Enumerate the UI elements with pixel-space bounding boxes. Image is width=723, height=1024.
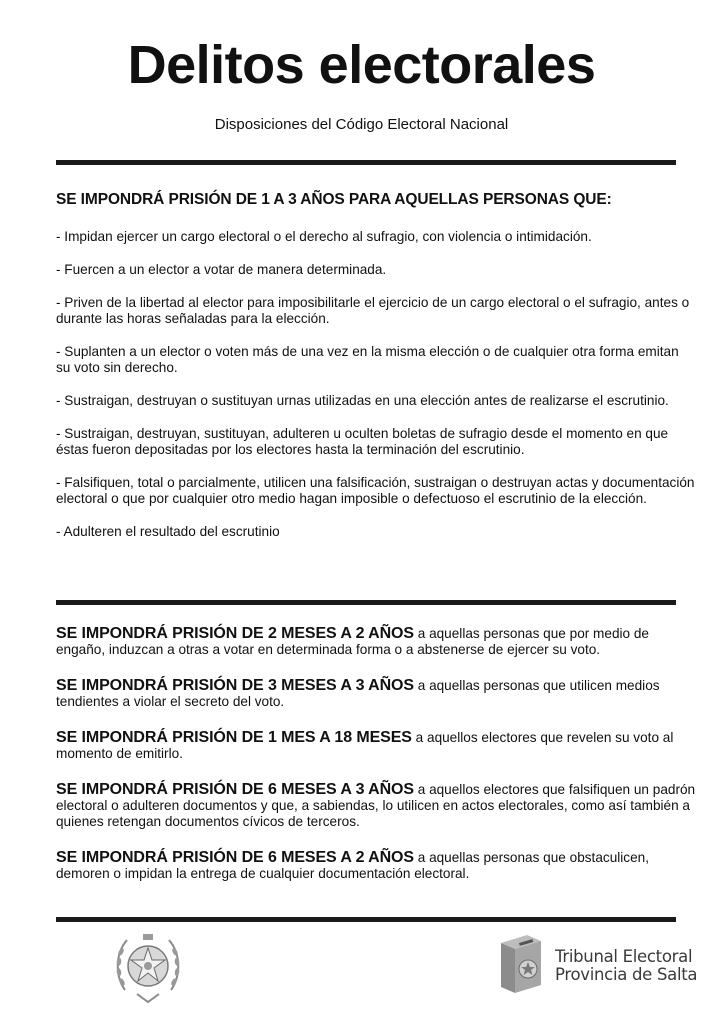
penalty-paragraph bbox=[56, 730, 696, 762]
penalty-text: a aquellas personas que utilicen medios tendientes a violar el secreto del voto. bbox=[56, 678, 660, 709]
page-title: Delitos electorales bbox=[127, 35, 596, 95]
list-item: - Falsifiquen, total o parcialmente, utilicen una falsificación, sustraigan o destruyan actas y documentación electoral o que por cualquier otro medio hagan imposible o defectuoso el escrutinio de la elección. bbox=[56, 475, 695, 506]
penalty-paragraph bbox=[56, 678, 696, 710]
organization-name bbox=[555, 948, 697, 984]
penalty-text: a aquellas personas que obstaculicen, demoren o impidan la entrega de cualquier documentación electoral. bbox=[56, 850, 649, 881]
provincial-coat-of-arms-icon bbox=[113, 928, 183, 1008]
list-item: - Sustraigan, destruyan, sustituyan, adulteren u oculten boletas de sufragio desde el momento en que éstas fueron depositadas por los electores hasta la terminación del escrutinio. bbox=[56, 426, 669, 457]
penalty-heading: SE IMPONDRÁ PRISIÓN DE 2 MESES A 2 AÑOS bbox=[56, 625, 414, 642]
penalty-paragraph bbox=[56, 626, 696, 658]
section-heading: SE IMPONDRÁ PRISIÓN DE 1 A 3 AÑOS PARA AQUELLAS PERSONAS QUE: bbox=[56, 191, 612, 208]
page-subtitle: Disposiciones del Código Electoral Nacional bbox=[214, 116, 509, 133]
penalty-text: a aquellas personas que por medio de engaño, induzcan a otras a votar en determinada forma o a abstenerse de ejercer su voto. bbox=[56, 626, 649, 657]
section-1-3-years bbox=[56, 191, 696, 557]
penalty-heading: SE IMPONDRÁ PRISIÓN DE 6 MESES A 3 AÑOS bbox=[56, 781, 414, 798]
ballot-box-icon bbox=[497, 933, 545, 995]
list-item: - Adulteren el resultado del escrutinio bbox=[56, 524, 280, 539]
penalty-heading: SE IMPONDRÁ PRISIÓN DE 6 MESES A 2 AÑOS bbox=[56, 849, 414, 866]
list-item: - Impidan ejercer un cargo electoral o el derecho al sufragio, con violencia o intimidación. bbox=[56, 229, 592, 244]
organization-name-line2: Provincia de Salta bbox=[555, 965, 698, 984]
organization-name-line1: Tribunal Electoral bbox=[555, 947, 693, 966]
penalty-paragraph bbox=[56, 782, 696, 830]
penalty-text: a aquellos electores que revelen su voto al momento de emitirlo. bbox=[56, 730, 674, 761]
divider-middle bbox=[56, 600, 676, 605]
penalty-heading: SE IMPONDRÁ PRISIÓN DE 1 MES A 18 MESES bbox=[56, 729, 412, 746]
list-item: - Fuercen a un elector a votar de manera determinada. bbox=[56, 262, 387, 277]
penalty-text: a aquellos electores que falsifiquen un padrón electoral o adulteren documentos y que, a sabiendas, lo utilicen en actos electorales, como así también a quienes retengan documentos cívicos de terceros. bbox=[56, 782, 696, 829]
penalty-heading: SE IMPONDRÁ PRISIÓN DE 3 MESES A 3 AÑOS bbox=[56, 677, 414, 694]
list-item: - Sustraigan, destruyan o sustituyan urnas utilizadas en una elección antes de realizarse el escrutinio. bbox=[56, 393, 669, 408]
penalty-paragraph bbox=[56, 850, 696, 882]
penalties-list bbox=[56, 626, 696, 902]
list-item: - Suplanten a un elector o voten más de una vez en la misma elección o de cualquier otra forma emitan su voto sin derecho. bbox=[56, 344, 679, 375]
divider-top bbox=[56, 160, 676, 165]
divider-bottom bbox=[56, 917, 676, 922]
list-item: - Priven de la libertad al elector para imposibilitarle el ejercicio de un cargo electoral o el sufragio, antes o durante las horas señaladas para la elección. bbox=[56, 295, 690, 326]
